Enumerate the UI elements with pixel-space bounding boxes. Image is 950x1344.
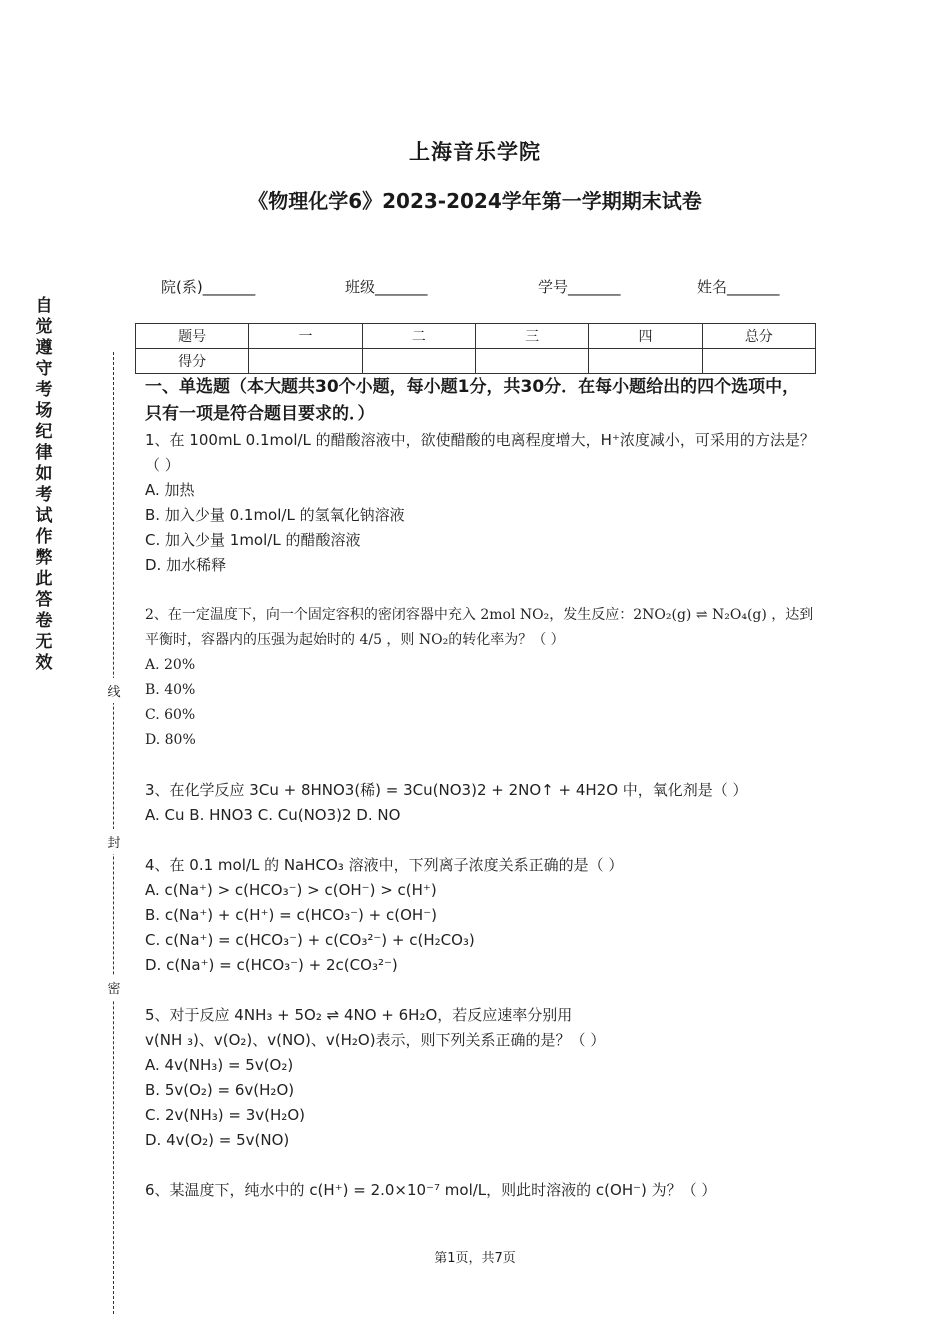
option-c: C. 60%: [145, 707, 196, 723]
score-cell: [362, 349, 475, 374]
option-a: A. c(Na⁺) > c(HCO₃⁻) > c(OH⁻) > c(H⁺): [145, 881, 437, 899]
name-field: 姓名_______: [697, 278, 780, 296]
option-d: D. 加水稀释: [145, 556, 227, 574]
option-b: B. c(Na⁺) + c(H⁺) = c(HCO₃⁻) + c(OH⁻): [145, 906, 437, 924]
warning-char: 作: [35, 527, 53, 547]
option-a: A. 加热: [145, 481, 195, 499]
option-d: D. c(Na⁺) = c(HCO₃⁻) + 2c(CO₃²⁻): [145, 956, 398, 974]
warning-char: 此: [35, 569, 53, 589]
options-line: A. Cu B. HNO3 C. Cu(NO3)2 D. NO: [145, 806, 401, 824]
binding-secret-label: 密: [106, 975, 122, 1000]
score-cell: [475, 349, 588, 374]
score-cell: [249, 349, 362, 374]
question-4: [145, 853, 815, 978]
question-stem: 3、在化学反应 3Cu + 8HNO3(稀) = 3Cu(NO3)2 + 2NO↑ + 4H2O 中，氧化剂是（ ）: [145, 781, 748, 799]
binding-seal-label: 封: [106, 829, 122, 854]
option-d: D. 80%: [145, 732, 196, 748]
score-cell: [589, 349, 702, 374]
department-field: 院(系)_______: [161, 278, 256, 296]
school-name: 上海音乐学院: [409, 140, 541, 164]
questions-content: [145, 374, 815, 1203]
warning-char: 如: [35, 464, 53, 484]
question-stem: 6、某温度下，纯水中的 c(H⁺) = 2.0×10⁻⁷ mol/L，则此时溶液的 c(OH⁻) 为？（ ）: [145, 1181, 717, 1199]
warning-char: 无: [35, 632, 53, 652]
table-header-cell: 三: [475, 324, 588, 349]
question-stem: 2、在一定温度下，向一个固定容积的密闭容器中充入 2mol NO₂，发生反应：2NO₂(g) ⇌ N₂O₄(g) ，达到平衡时，容器内的压强为起始时的 4/5 ，则 NO₂的转化率为？（ ）: [145, 607, 814, 648]
page-footer: 第1页，共7页: [434, 1251, 516, 1266]
question-5: [145, 1003, 815, 1153]
question-stem-continued: v(NH ₃)、v(O₂)、v(NO)、v(H₂O)表示，则下列关系正确的是？（ ）: [145, 1031, 606, 1049]
score-table-score-row: [136, 349, 816, 374]
question-6: [145, 1178, 815, 1203]
warning-char: 弊: [35, 548, 53, 568]
option-c: C. c(Na⁺) = c(HCO₃⁻) + c(CO₃²⁻) + c(H₂CO₃): [145, 931, 475, 949]
option-c: C. 加入少量 1mol/L 的醋酸溶液: [145, 531, 361, 549]
class-field: 班级_______: [345, 278, 428, 296]
option-b: B. 加入少量 0.1mol/L 的氢氧化钠溶液: [145, 506, 405, 524]
student-info-row: [0, 276, 950, 298]
option-a: A. 4v(NH₃) = 5v(O₂): [145, 1056, 294, 1074]
warning-char: 效: [35, 653, 53, 673]
section-heading: 一、单选题（本大题共30个小题，每小题1分，共30分．在每小题给出的四个选项中，只有一项是符合题目要求的．）: [145, 377, 800, 424]
student-id-field: 学号_______: [538, 278, 621, 296]
option-b: B. 5v(O₂) = 6v(H₂O): [145, 1081, 295, 1099]
warning-char: 守: [35, 359, 53, 379]
table-header-cell: 四: [589, 324, 702, 349]
side-warning: [30, 296, 58, 674]
warning-char: 答: [35, 590, 53, 610]
question-2: [145, 603, 815, 753]
table-header-cell: 题号: [136, 324, 249, 349]
option-d: D. 4v(O₂) = 5v(NO): [145, 1131, 290, 1149]
question-stem: 1、在 100mL 0.1mol/L 的醋酸溶液中，欲使醋酸的电离程度增大，H⁺浓度减小，可采用的方法是？（ ）: [145, 431, 815, 474]
table-header-cell: 二: [362, 324, 475, 349]
warning-char: 觉: [35, 317, 53, 337]
warning-char: 纪: [35, 422, 53, 442]
score-cell: [702, 349, 815, 374]
warning-char: 遵: [35, 338, 53, 358]
warning-char: 卷: [35, 611, 53, 631]
question-stem: 5、对于反应 4NH₃ + 5O₂ ⇌ 4NO + 6H₂O，若反应速率分别用: [145, 1006, 573, 1024]
option-b: B. 40%: [145, 682, 196, 698]
option-c: C. 2v(NH₃) = 3v(H₂O): [145, 1106, 305, 1124]
score-table: [135, 323, 816, 374]
exam-title: 《物理化学6》2023-2024学年第一学期期末试卷: [248, 189, 702, 213]
question-stem: 4、在 0.1 mol/L 的 NaHCO₃ 溶液中，下列离子浓度关系正确的是（ ）: [145, 856, 624, 874]
question-1: [145, 428, 815, 578]
warning-char: 考: [35, 485, 53, 505]
warning-char: 场: [35, 401, 53, 421]
warning-char: 自: [35, 296, 53, 316]
score-label-cell: 得分: [136, 349, 249, 374]
warning-char: 试: [35, 506, 53, 526]
score-table-header-row: [136, 324, 816, 349]
binding-line-label: 线: [106, 678, 122, 703]
table-header-cell: 总分: [702, 324, 815, 349]
warning-char: 律: [35, 443, 53, 463]
option-a: A. 20%: [145, 657, 196, 673]
table-header-cell: 一: [249, 324, 362, 349]
question-3: [145, 778, 815, 828]
warning-char: 考: [35, 380, 53, 400]
